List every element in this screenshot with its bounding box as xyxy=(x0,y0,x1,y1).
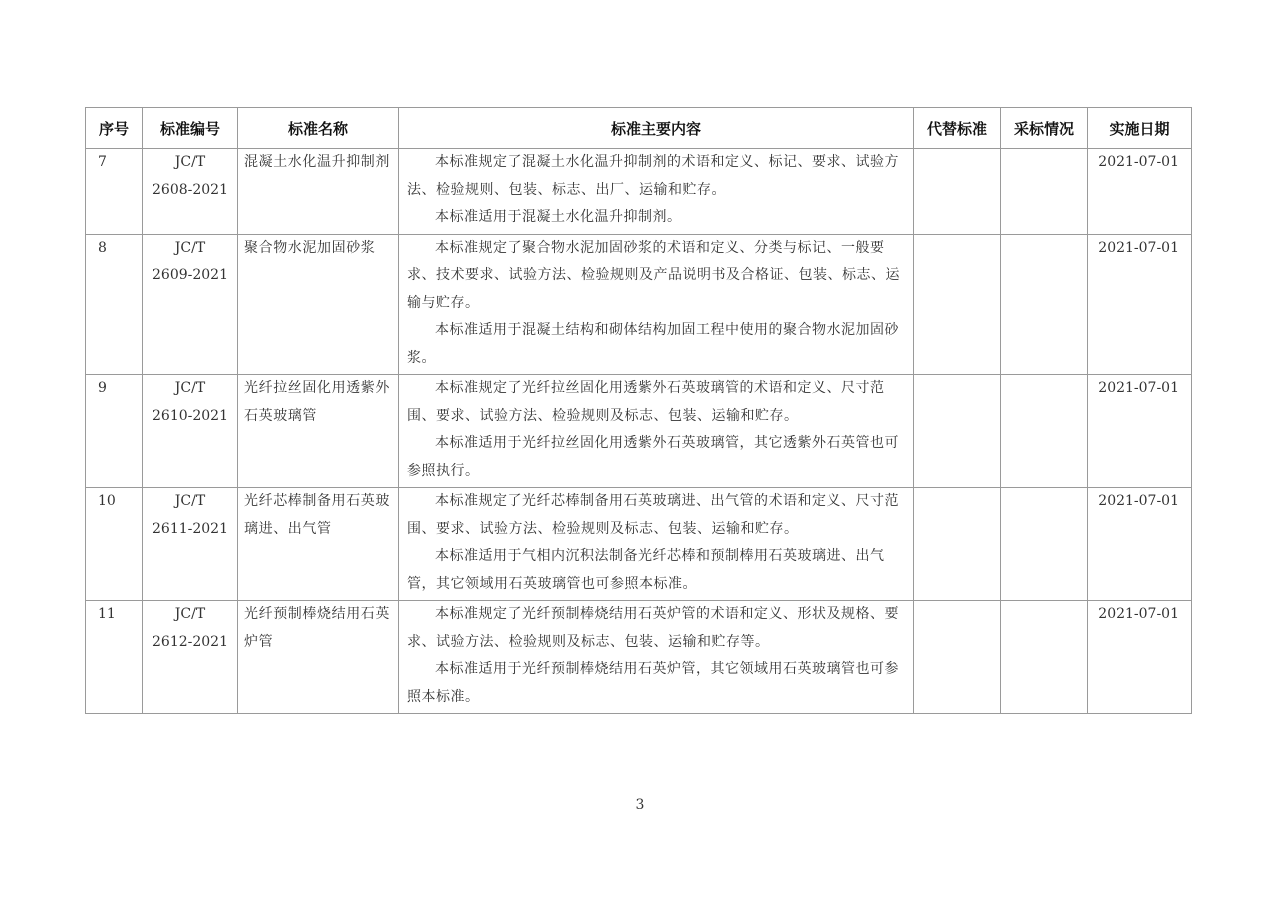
table-header-row xyxy=(86,108,1192,149)
row-number: 10 xyxy=(86,488,143,601)
table-row xyxy=(86,234,1192,375)
adoption-cell xyxy=(1001,375,1088,488)
header-content: 标准主要内容 xyxy=(399,108,914,149)
content-applicability-paragraph: 本标准适用于混凝土结构和砌体结构加固工程中使用的聚合物水泥加固砂浆。 xyxy=(407,322,899,366)
content-applicability-paragraph: 本标准适用于气相内沉积法制备光纤芯棒和预制棒用石英玻璃进、出气管，其它领域用石英玻璃管也可参照本标准。 xyxy=(407,548,885,592)
standard-code-number: 2609-2021 xyxy=(152,267,228,283)
standard-code-prefix: JC/T xyxy=(174,154,206,170)
standard-code-prefix: JC/T xyxy=(174,380,206,396)
standard-code-number: 2611-2021 xyxy=(152,520,228,537)
implementation-date: 2021-07-01 xyxy=(1088,488,1192,601)
standard-name: 光纤预制棒烧结用石英炉管 xyxy=(238,601,399,714)
header-no: 序号 xyxy=(86,108,143,149)
adoption-cell xyxy=(1001,601,1088,714)
standard-content xyxy=(399,149,914,235)
standard-code xyxy=(143,149,238,235)
standard-name: 混凝土水化温升抑制剂 xyxy=(238,149,399,235)
standard-content xyxy=(399,234,914,375)
adoption-cell xyxy=(1001,234,1088,375)
content-applicability-paragraph: 本标准适用于光纤预制棒烧结用石英炉管，其它领域用石英玻璃管也可参照本标准。 xyxy=(407,661,899,705)
content-scope-paragraph: 本标准规定了聚合物水泥加固砂浆的术语和定义、分类与标记、一般要求、技术要求、试验方法、检验规则及产品说明书及合格证、包装、标志、运输与贮存。 xyxy=(407,239,900,311)
row-number: 7 xyxy=(86,149,143,235)
implementation-date: 2021-07-01 xyxy=(1088,234,1192,375)
standard-code-number: 2612-2021 xyxy=(152,633,228,650)
adoption-cell xyxy=(1001,488,1088,601)
content-scope-paragraph: 本标准规定了光纤芯棒制备用石英玻璃进、出气管的术语和定义、尺寸范围、要求、试验方法、检验规则及标志、包装、运输和贮存。 xyxy=(407,493,899,537)
standard-code xyxy=(143,375,238,488)
implementation-date: 2021-07-01 xyxy=(1088,149,1192,235)
standard-name: 光纤拉丝固化用透紫外石英玻璃管 xyxy=(238,375,399,488)
table-row xyxy=(86,375,1192,488)
header-replaces: 代替标准 xyxy=(914,108,1001,149)
table-row xyxy=(86,601,1192,714)
implementation-date: 2021-07-01 xyxy=(1088,601,1192,714)
standard-name: 光纤芯棒制备用石英玻璃进、出气管 xyxy=(238,488,399,601)
page-number: 3 xyxy=(635,797,645,813)
standard-code-prefix: JC/T xyxy=(174,606,206,622)
standard-name: 聚合物水泥加固砂浆 xyxy=(238,234,399,375)
replaces-cell xyxy=(914,149,1001,235)
adoption-cell xyxy=(1001,149,1088,235)
content-scope-paragraph: 本标准规定了混凝土水化温升抑制剂的术语和定义、标记、要求、试验方法、检验规则、包装、标志、出厂、运输和贮存。 xyxy=(407,154,899,198)
header-adoption: 采标情况 xyxy=(1001,108,1088,149)
header-date: 实施日期 xyxy=(1088,108,1192,149)
standard-code-number: 2608-2021 xyxy=(152,181,228,198)
replaces-cell xyxy=(914,601,1001,714)
implementation-date: 2021-07-01 xyxy=(1088,375,1192,488)
content-scope-paragraph: 本标准规定了光纤预制棒烧结用石英炉管的术语和定义、形状及规格、要求、试验方法、检验规则及标志、包装、运输和贮存等。 xyxy=(407,606,899,650)
header-name: 标准名称 xyxy=(238,108,399,149)
content-applicability-paragraph: 本标准适用于混凝土水化温升抑制剂。 xyxy=(435,209,682,225)
standard-code-prefix: JC/T xyxy=(174,239,206,256)
standard-code xyxy=(143,601,238,714)
row-number: 11 xyxy=(86,601,143,714)
standard-code-number: 2610-2021 xyxy=(152,407,228,424)
replaces-cell xyxy=(914,234,1001,375)
header-code: 标准编号 xyxy=(143,108,238,149)
content-applicability-paragraph: 本标准适用于光纤拉丝固化用透紫外石英玻璃管，其它透紫外石英管也可参照执行。 xyxy=(407,435,899,479)
replaces-cell xyxy=(914,375,1001,488)
row-number: 9 xyxy=(86,375,143,488)
table-row xyxy=(86,488,1192,601)
standard-code-prefix: JC/T xyxy=(174,493,206,509)
replaces-cell xyxy=(914,488,1001,601)
row-number: 8 xyxy=(86,234,143,375)
standard-content xyxy=(399,375,914,488)
standards-table xyxy=(85,107,1192,714)
table-row xyxy=(86,149,1192,235)
standard-content xyxy=(399,601,914,714)
standard-code xyxy=(143,234,238,375)
standard-content xyxy=(399,488,914,601)
content-scope-paragraph: 本标准规定了光纤拉丝固化用透紫外石英玻璃管的术语和定义、尺寸范围、要求、试验方法、检验规则及标志、包装、运输和贮存。 xyxy=(407,380,885,424)
standard-code xyxy=(143,488,238,601)
